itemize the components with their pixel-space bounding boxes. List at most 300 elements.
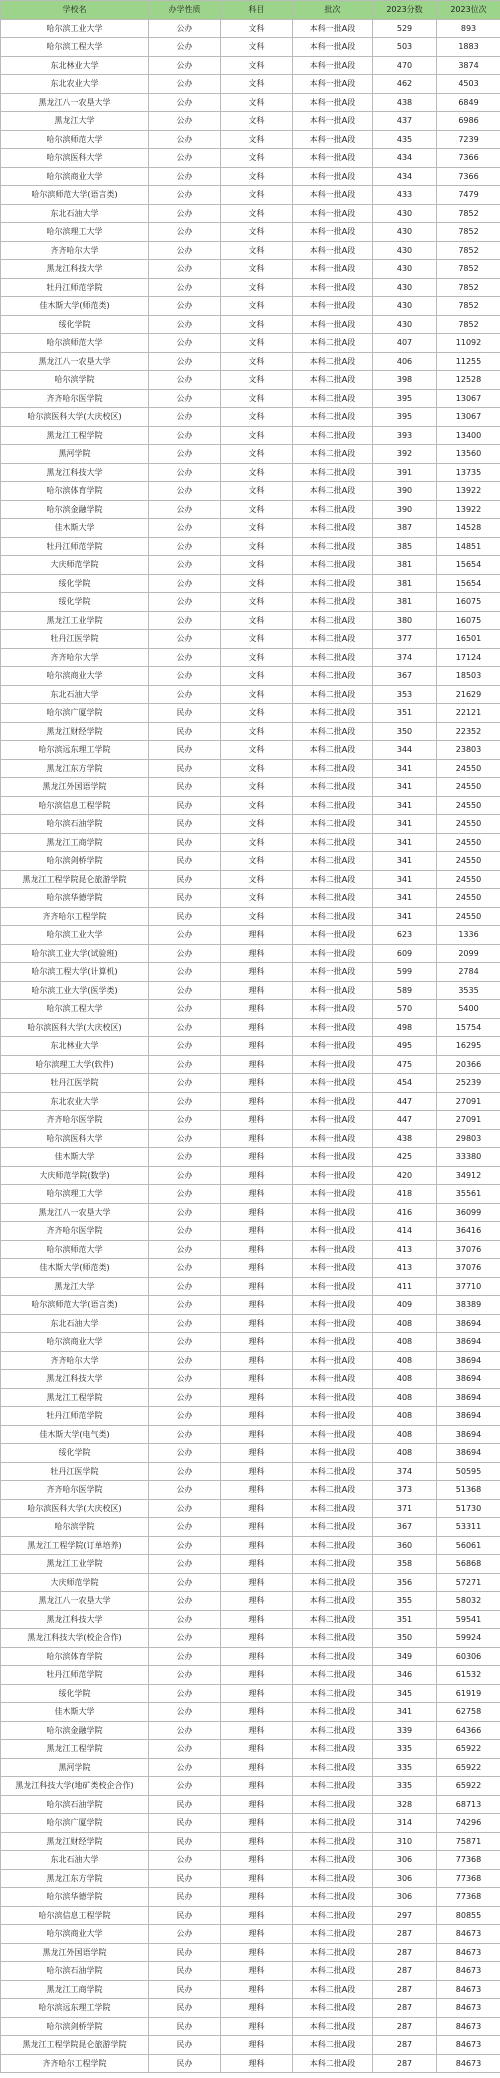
cell-school-name: 哈尔滨师范大学	[1, 334, 149, 353]
cell-subject: 理科	[221, 1832, 293, 1851]
cell-score: 416	[373, 1203, 437, 1222]
cell-batch: 本科二批A段	[293, 1962, 373, 1981]
cell-batch: 本科二批A段	[293, 611, 373, 630]
cell-batch: 本科二批A段	[293, 1758, 373, 1777]
cell-score: 475	[373, 1055, 437, 1074]
cell-subject: 理科	[221, 1425, 293, 1444]
cell-subject: 理科	[221, 1333, 293, 1352]
cell-batch: 本科二批A段	[293, 722, 373, 741]
cell-ownership: 公办	[149, 1407, 221, 1426]
cell-batch: 本科二批A段	[293, 482, 373, 501]
cell-batch: 本科二批A段	[293, 1777, 373, 1796]
cell-subject: 文科	[221, 278, 293, 297]
cell-rank: 65922	[437, 1740, 500, 1759]
cell-ownership: 公办	[149, 1277, 221, 1296]
cell-subject: 理科	[221, 1037, 293, 1056]
cell-rank: 15654	[437, 556, 500, 575]
cell-batch: 本科一批A段	[293, 204, 373, 223]
cell-ownership: 公办	[149, 1111, 221, 1130]
cell-school-name: 哈尔滨商业大学	[1, 1333, 149, 1352]
cell-rank: 14528	[437, 519, 500, 538]
cell-school-name: 哈尔滨远东理工学院	[1, 741, 149, 760]
cell-rank: 21629	[437, 685, 500, 704]
cell-rank: 84673	[437, 2054, 500, 2073]
cell-ownership: 公办	[149, 445, 221, 464]
cell-subject: 理科	[221, 1869, 293, 1888]
cell-subject: 文科	[221, 574, 293, 593]
cell-rank: 4503	[437, 75, 500, 94]
cell-batch: 本科一批A段	[293, 1333, 373, 1352]
table-row	[1, 130, 500, 149]
cell-ownership: 民办	[149, 796, 221, 815]
cell-subject: 理科	[221, 2036, 293, 2055]
cell-rank: 38694	[437, 1333, 500, 1352]
cell-score: 287	[373, 2054, 437, 2073]
cell-rank: 24550	[437, 907, 500, 926]
cell-school-name: 绥化学院	[1, 1684, 149, 1703]
cell-score: 434	[373, 167, 437, 186]
cell-batch: 本科一批A段	[293, 1129, 373, 1148]
cell-rank: 22121	[437, 704, 500, 723]
cell-ownership: 公办	[149, 1444, 221, 1463]
cell-rank: 38694	[437, 1351, 500, 1370]
cell-batch: 本科一批A段	[293, 93, 373, 112]
table-row	[1, 1518, 500, 1537]
table-row	[1, 1296, 500, 1315]
cell-subject: 文科	[221, 371, 293, 390]
cell-score: 470	[373, 56, 437, 75]
table-row	[1, 852, 500, 871]
cell-score: 447	[373, 1092, 437, 1111]
cell-score: 420	[373, 1166, 437, 1185]
cell-rank: 77368	[437, 1869, 500, 1888]
cell-ownership: 公办	[149, 1481, 221, 1500]
cell-score: 409	[373, 1296, 437, 1315]
cell-subject: 理科	[221, 1980, 293, 1999]
cell-rank: 6849	[437, 93, 500, 112]
cell-subject: 理科	[221, 1758, 293, 1777]
cell-score: 344	[373, 741, 437, 760]
cell-ownership: 公办	[149, 75, 221, 94]
cell-rank: 7852	[437, 315, 500, 334]
table-row	[1, 38, 500, 57]
table-row	[1, 334, 500, 353]
cell-subject: 文科	[221, 741, 293, 760]
cell-ownership: 公办	[149, 260, 221, 279]
table-row	[1, 1980, 500, 1999]
cell-school-name: 绥化学院	[1, 1444, 149, 1463]
cell-school-name: 齐齐哈尔工程学院	[1, 2054, 149, 2073]
cell-batch: 本科二批A段	[293, 741, 373, 760]
cell-batch: 本科一批A段	[293, 1037, 373, 1056]
cell-batch: 本科二批A段	[293, 704, 373, 723]
cell-score: 341	[373, 870, 437, 889]
cell-rank: 17124	[437, 648, 500, 667]
table-row	[1, 1629, 500, 1648]
table-row	[1, 1555, 500, 1574]
cell-rank: 38694	[437, 1370, 500, 1389]
cell-score: 341	[373, 907, 437, 926]
cell-school-name: 黑龙江八一农垦大学	[1, 1203, 149, 1222]
cell-rank: 13735	[437, 463, 500, 482]
cell-school-name: 绥化学院	[1, 593, 149, 612]
table-row	[1, 1055, 500, 1074]
cell-school-name: 哈尔滨石油学院	[1, 1795, 149, 1814]
cell-subject: 文科	[221, 889, 293, 908]
cell-ownership: 公办	[149, 963, 221, 982]
cell-rank: 50595	[437, 1462, 500, 1481]
table-row	[1, 1962, 500, 1981]
cell-school-name: 黑龙江八一农垦大学	[1, 352, 149, 371]
cell-school-name: 齐齐哈尔大学	[1, 1351, 149, 1370]
cell-batch: 本科二批A段	[293, 1499, 373, 1518]
cell-batch: 本科二批A段	[293, 2036, 373, 2055]
cell-score: 381	[373, 593, 437, 612]
cell-rank: 5400	[437, 1000, 500, 1019]
table-row	[1, 1777, 500, 1796]
table-row	[1, 500, 500, 519]
cell-school-name: 黑龙江工程学院	[1, 426, 149, 445]
cell-score: 390	[373, 482, 437, 501]
cell-school-name: 大庆师范学院(数学)	[1, 1166, 149, 1185]
cell-batch: 本科一批A段	[293, 1259, 373, 1278]
table-row	[1, 1222, 500, 1241]
cell-score: 408	[373, 1370, 437, 1389]
cell-score: 341	[373, 833, 437, 852]
cell-subject: 理科	[221, 1814, 293, 1833]
cell-school-name: 哈尔滨工程大学	[1, 38, 149, 57]
cell-rank: 61532	[437, 1666, 500, 1685]
cell-rank: 38694	[437, 1388, 500, 1407]
cell-rank: 18503	[437, 667, 500, 686]
cell-ownership: 公办	[149, 1555, 221, 1574]
cell-ownership: 公办	[149, 371, 221, 390]
cell-ownership: 公办	[149, 1259, 221, 1278]
cell-ownership: 公办	[149, 667, 221, 686]
cell-rank: 33380	[437, 1148, 500, 1167]
cell-subject: 文科	[221, 112, 293, 131]
cell-rank: 16501	[437, 630, 500, 649]
cell-batch: 本科一批A段	[293, 75, 373, 94]
cell-school-name: 哈尔滨金融学院	[1, 1721, 149, 1740]
table-row	[1, 1462, 500, 1481]
cell-score: 413	[373, 1240, 437, 1259]
cell-score: 408	[373, 1425, 437, 1444]
cell-rank: 84673	[437, 1943, 500, 1962]
table-row	[1, 556, 500, 575]
cell-ownership: 公办	[149, 1721, 221, 1740]
cell-batch: 本科一批A段	[293, 963, 373, 982]
cell-subject: 理科	[221, 1314, 293, 1333]
cell-score: 589	[373, 981, 437, 1000]
cell-score: 287	[373, 1943, 437, 1962]
cell-rank: 7366	[437, 167, 500, 186]
cell-score: 392	[373, 445, 437, 464]
cell-school-name: 哈尔滨学院	[1, 1518, 149, 1537]
table-row	[1, 833, 500, 852]
cell-school-name: 哈尔滨工业大学	[1, 19, 149, 38]
table-row	[1, 149, 500, 168]
cell-batch: 本科二批A段	[293, 593, 373, 612]
cell-score: 433	[373, 186, 437, 205]
cell-subject: 理科	[221, 1296, 293, 1315]
cell-subject: 文科	[221, 556, 293, 575]
cell-batch: 本科二批A段	[293, 1999, 373, 2018]
header-batch: 批次	[293, 1, 373, 20]
cell-rank: 23803	[437, 741, 500, 760]
cell-subject: 理科	[221, 1906, 293, 1925]
cell-ownership: 民办	[149, 2054, 221, 2073]
cell-school-name: 佳木斯大学(师范类)	[1, 297, 149, 316]
cell-ownership: 民办	[149, 704, 221, 723]
cell-rank: 1883	[437, 38, 500, 57]
cell-batch: 本科二批A段	[293, 1462, 373, 1481]
cell-school-name: 黑龙江工程学院	[1, 1388, 149, 1407]
table-row	[1, 611, 500, 630]
cell-ownership: 公办	[149, 38, 221, 57]
table-row	[1, 1610, 500, 1629]
table-row	[1, 1592, 500, 1611]
cell-score: 351	[373, 704, 437, 723]
cell-score: 425	[373, 1148, 437, 1167]
cell-batch: 本科一批A段	[293, 130, 373, 149]
cell-subject: 理科	[221, 1462, 293, 1481]
table-row	[1, 1536, 500, 1555]
cell-rank: 75871	[437, 1832, 500, 1851]
cell-score: 408	[373, 1388, 437, 1407]
cell-ownership: 公办	[149, 1240, 221, 1259]
table-row	[1, 1111, 500, 1130]
cell-ownership: 公办	[149, 278, 221, 297]
cell-batch: 本科二批A段	[293, 1925, 373, 1944]
cell-ownership: 公办	[149, 463, 221, 482]
cell-batch: 本科二批A段	[293, 1869, 373, 1888]
cell-school-name: 哈尔滨华德学院	[1, 889, 149, 908]
cell-batch: 本科二批A段	[293, 1481, 373, 1500]
cell-ownership: 公办	[149, 1018, 221, 1037]
cell-ownership: 公办	[149, 1925, 221, 1944]
cell-rank: 27091	[437, 1111, 500, 1130]
cell-batch: 本科一批A段	[293, 1203, 373, 1222]
cell-score: 498	[373, 1018, 437, 1037]
cell-score: 345	[373, 1684, 437, 1703]
cell-ownership: 民办	[149, 1869, 221, 1888]
cell-batch: 本科一批A段	[293, 1148, 373, 1167]
cell-school-name: 牡丹江师范学院	[1, 1666, 149, 1685]
cell-batch: 本科二批A段	[293, 1610, 373, 1629]
cell-school-name: 哈尔滨师范大学	[1, 130, 149, 149]
cell-score: 406	[373, 352, 437, 371]
cell-school-name: 哈尔滨剑桥学院	[1, 852, 149, 871]
cell-school-name: 黑龙江科技大学	[1, 260, 149, 279]
cell-score: 297	[373, 1906, 437, 1925]
cell-school-name: 哈尔滨信息工程学院	[1, 1906, 149, 1925]
cell-school-name: 黑龙江财经学院	[1, 722, 149, 741]
cell-batch: 本科二批A段	[293, 852, 373, 871]
cell-subject: 文科	[221, 315, 293, 334]
cell-subject: 理科	[221, 1074, 293, 1093]
table-row	[1, 648, 500, 667]
cell-score: 414	[373, 1222, 437, 1241]
cell-school-name: 东北林业大学	[1, 1037, 149, 1056]
cell-school-name: 黑河学院	[1, 1758, 149, 1777]
cell-rank: 60306	[437, 1647, 500, 1666]
cell-school-name: 绥化学院	[1, 315, 149, 334]
cell-batch: 本科一批A段	[293, 278, 373, 297]
cell-batch: 本科二批A段	[293, 889, 373, 908]
table-row	[1, 1314, 500, 1333]
cell-ownership: 公办	[149, 1000, 221, 1019]
cell-school-name: 哈尔滨远东理工学院	[1, 1999, 149, 2018]
cell-subject: 理科	[221, 1277, 293, 1296]
cell-subject: 理科	[221, 1925, 293, 1944]
cell-ownership: 民办	[149, 870, 221, 889]
cell-rank: 59924	[437, 1629, 500, 1648]
table-row	[1, 56, 500, 75]
cell-subject: 理科	[221, 1573, 293, 1592]
cell-ownership: 公办	[149, 1314, 221, 1333]
table-row	[1, 796, 500, 815]
cell-subject: 文科	[221, 519, 293, 538]
cell-batch: 本科二批A段	[293, 778, 373, 797]
table-row	[1, 685, 500, 704]
cell-batch: 本科二批A段	[293, 574, 373, 593]
table-row	[1, 1129, 500, 1148]
cell-ownership: 公办	[149, 389, 221, 408]
cell-rank: 64366	[437, 1721, 500, 1740]
cell-ownership: 公办	[149, 1185, 221, 1204]
cell-score: 408	[373, 1333, 437, 1352]
cell-rank: 56868	[437, 1555, 500, 1574]
cell-score: 287	[373, 1962, 437, 1981]
cell-rank: 15754	[437, 1018, 500, 1037]
cell-rank: 15654	[437, 574, 500, 593]
cell-batch: 本科一批A段	[293, 1277, 373, 1296]
cell-subject: 理科	[221, 981, 293, 1000]
cell-rank: 12528	[437, 371, 500, 390]
cell-score: 346	[373, 1666, 437, 1685]
cell-score: 393	[373, 426, 437, 445]
cell-rank: 74296	[437, 1814, 500, 1833]
cell-ownership: 公办	[149, 1296, 221, 1315]
cell-rank: 24550	[437, 759, 500, 778]
cell-batch: 本科一批A段	[293, 1425, 373, 1444]
cell-batch: 本科二批A段	[293, 907, 373, 926]
table-row	[1, 1703, 500, 1722]
cell-batch: 本科二批A段	[293, 519, 373, 538]
cell-subject: 理科	[221, 1518, 293, 1537]
cell-school-name: 佳木斯大学	[1, 1148, 149, 1167]
cell-school-name: 哈尔滨金融学院	[1, 500, 149, 519]
cell-subject: 理科	[221, 1148, 293, 1167]
cell-batch: 本科二批A段	[293, 2017, 373, 2036]
cell-subject: 理科	[221, 2017, 293, 2036]
table-row	[1, 1018, 500, 1037]
cell-score: 395	[373, 408, 437, 427]
cell-ownership: 公办	[149, 1148, 221, 1167]
cell-batch: 本科二批A段	[293, 1555, 373, 1574]
cell-score: 430	[373, 241, 437, 260]
cell-rank: 59541	[437, 1610, 500, 1629]
table-row	[1, 1388, 500, 1407]
cell-score: 430	[373, 223, 437, 242]
cell-batch: 本科一批A段	[293, 223, 373, 242]
cell-school-name: 哈尔滨医科大学(大庆校区)	[1, 1499, 149, 1518]
cell-ownership: 公办	[149, 1610, 221, 1629]
table-row	[1, 722, 500, 741]
cell-score: 438	[373, 93, 437, 112]
cell-school-name: 黑龙江科技大学	[1, 1610, 149, 1629]
cell-subject: 理科	[221, 1962, 293, 1981]
cell-batch: 本科一批A段	[293, 1351, 373, 1370]
cell-ownership: 公办	[149, 19, 221, 38]
cell-rank: 1336	[437, 926, 500, 945]
cell-score: 380	[373, 611, 437, 630]
table-row	[1, 1148, 500, 1167]
cell-rank: 24550	[437, 889, 500, 908]
cell-school-name: 哈尔滨剑桥学院	[1, 2017, 149, 2036]
table-row	[1, 963, 500, 982]
cell-score: 341	[373, 759, 437, 778]
cell-score: 306	[373, 1869, 437, 1888]
cell-rank: 51368	[437, 1481, 500, 1500]
table-row	[1, 1425, 500, 1444]
cell-ownership: 民办	[149, 907, 221, 926]
cell-subject: 理科	[221, 1721, 293, 1740]
cell-ownership: 公办	[149, 1055, 221, 1074]
cell-school-name: 牡丹江医学院	[1, 1462, 149, 1481]
table-row	[1, 1092, 500, 1111]
cell-ownership: 公办	[149, 352, 221, 371]
cell-rank: 84673	[437, 2017, 500, 2036]
cell-ownership: 公办	[149, 130, 221, 149]
cell-rank: 38694	[437, 1425, 500, 1444]
cell-school-name: 齐齐哈尔大学	[1, 241, 149, 260]
table-row	[1, 426, 500, 445]
cell-ownership: 公办	[149, 611, 221, 630]
table-header-row	[1, 1, 500, 20]
cell-score: 407	[373, 334, 437, 353]
cell-school-name: 黑龙江工商学院	[1, 833, 149, 852]
cell-score: 287	[373, 2017, 437, 2036]
cell-batch: 本科一批A段	[293, 1111, 373, 1130]
cell-score: 430	[373, 315, 437, 334]
cell-subject: 理科	[221, 1055, 293, 1074]
cell-subject: 文科	[221, 204, 293, 223]
cell-school-name: 哈尔滨工业大学(试验班)	[1, 944, 149, 963]
header-school-name: 学校名	[1, 1, 149, 20]
cell-rank: 16295	[437, 1037, 500, 1056]
cell-school-name: 哈尔滨工程大学(计算机)	[1, 963, 149, 982]
cell-ownership: 公办	[149, 926, 221, 945]
cell-subject: 理科	[221, 1166, 293, 1185]
cell-school-name: 哈尔滨体育学院	[1, 482, 149, 501]
cell-score: 367	[373, 1518, 437, 1537]
cell-batch: 本科一批A段	[293, 149, 373, 168]
cell-score: 377	[373, 630, 437, 649]
cell-score: 328	[373, 1795, 437, 1814]
cell-rank: 84673	[437, 1962, 500, 1981]
cell-ownership: 公办	[149, 56, 221, 75]
cell-rank: 893	[437, 19, 500, 38]
cell-score: 367	[373, 667, 437, 686]
table-row	[1, 1166, 500, 1185]
cell-ownership: 公办	[149, 204, 221, 223]
cell-batch: 本科二批A段	[293, 1832, 373, 1851]
cell-ownership: 公办	[149, 1370, 221, 1389]
cell-score: 341	[373, 796, 437, 815]
cell-score: 350	[373, 1629, 437, 1648]
